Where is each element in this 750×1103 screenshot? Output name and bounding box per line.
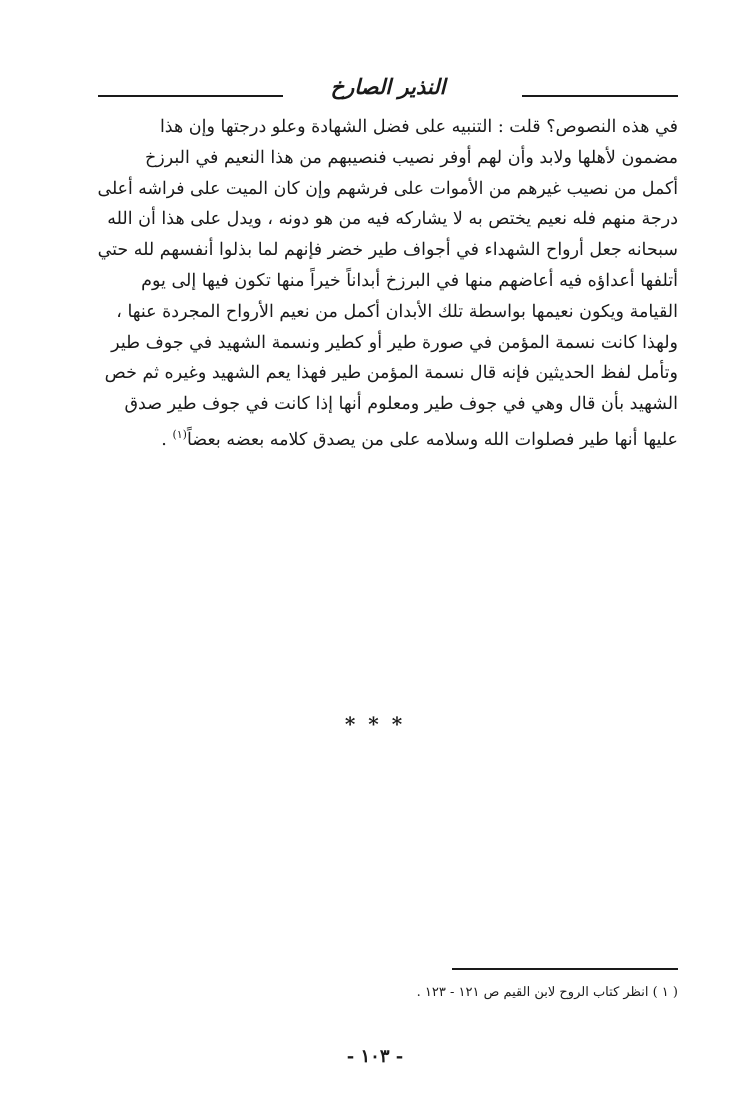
body-line: أكمل من نصيب غيرهم من الأموات على فرشهم وإن كان الميت على فراشه أعلى [97,178,679,199]
footnote: ( ١ ) انظر كتاب الروح لابن القيم ص ١٢١ - ١٢٣ . [416,985,678,1000]
header-rule-left [98,95,283,97]
body-line: القيامة ويكون نعيمها بواسطة تلك الأبدان أكمل من نعيم الأرواح المجردة عنها ، [116,301,678,322]
body-line: أتلفها أعداؤه فيه أعاضهم منها في البرزخ أبداناً خيراً منها تكون فيها إلى يوم [141,270,678,291]
body-line-last-text: عليها أنها طير فصلوات الله وسلامه على من يصدق كلامه بعضه بعضاً [186,429,678,450]
footnote-marker[interactable]: (١) [172,427,187,441]
body-line: في هذه النصوص؟ قلت : التنبيه على فضل الشهادة وعلو درجتها وإن هذا [159,117,678,137]
body-line-end: . [161,429,173,450]
body-line-last [98,420,678,451]
body-line: ولهذا كانت نسمة المؤمن في صورة طير أو كطير ونسمة الشهيد في جوف طير [111,332,678,353]
body-line: درجة منهم فله نعيم يختص به لا يشاركه فيه من هو دونه ، ويدل على هذا أن الله [107,209,678,230]
body-line: سبحانه جعل أرواح الشهداء في أجواف طير خضر فإنهم لما بذلوا أنفسهم لله حتي [97,240,679,261]
body-line: وتأمل لفظ الحديثين فإنه قال نسمة المؤمن طير فهذا يعم الشهيد وغيره ثم خص [104,363,678,384]
section-separator: * * * [344,712,406,736]
footnote-rule [452,968,678,970]
body-line: مضمون لأهلها ولابد وأن لهم أوفر نصيب فنصيبهم من هذا النعيم في البرزخ [145,147,678,168]
body-text [98,112,678,451]
body-line: الشهيد بأن قال وهي في جوف طير ومعلوم أنها إذا كانت في جوف طير صدق [124,394,678,415]
page-number: - ١٠٣ - [346,1046,404,1067]
header-title: النذير الصارخ [330,74,446,99]
running-header [98,68,678,108]
